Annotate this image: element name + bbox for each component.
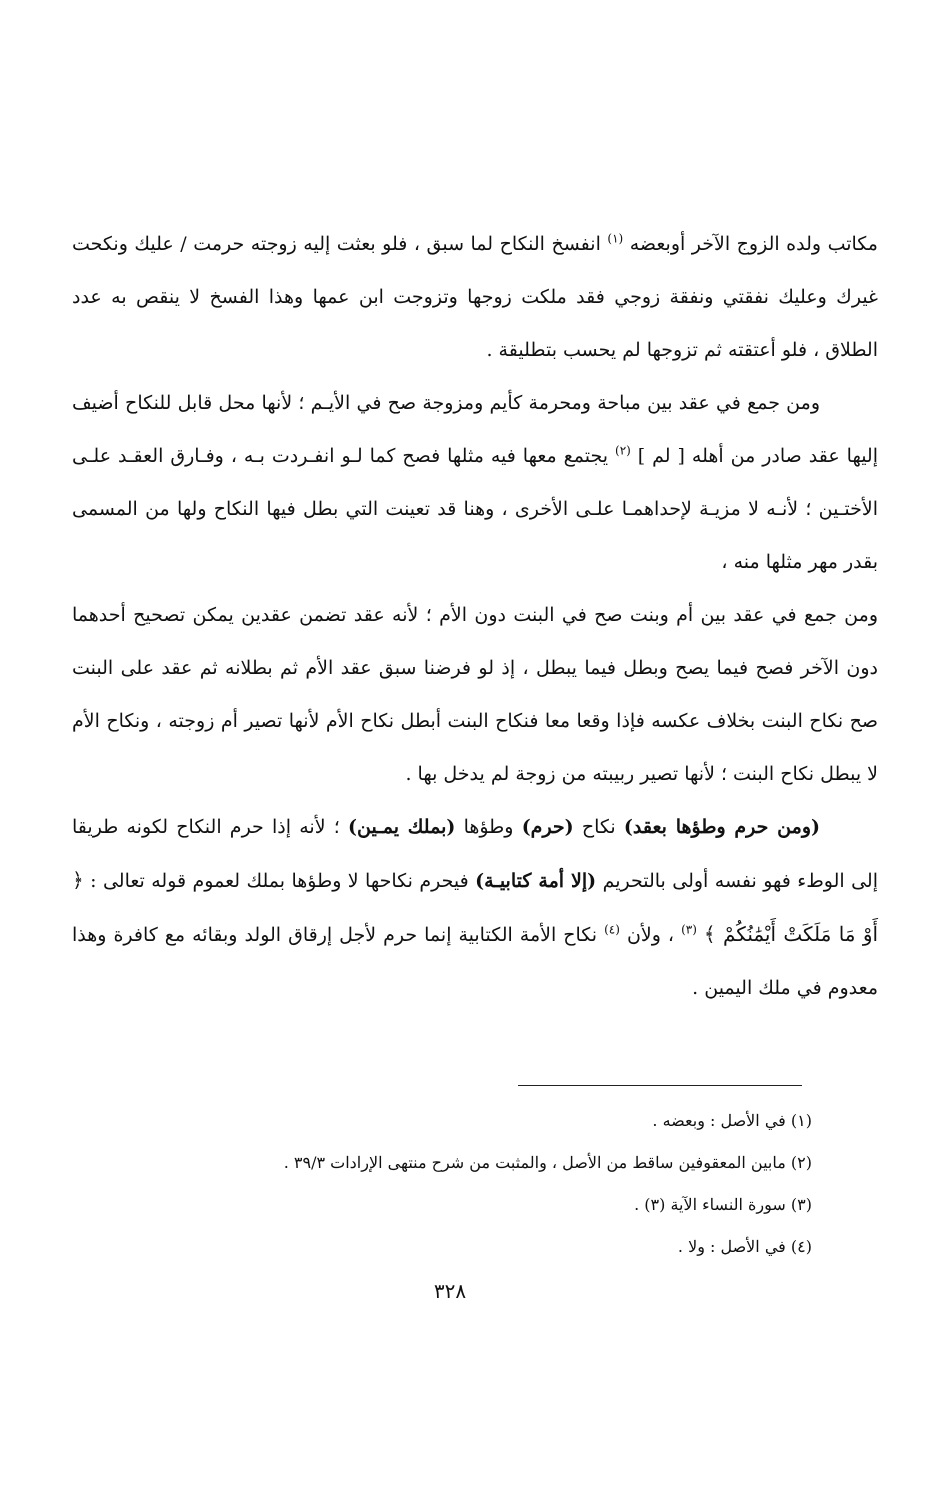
- footnote-4: (٤) في الأصل : ولا .: [677, 1237, 812, 1256]
- footnote-divider: [518, 1085, 802, 1086]
- matn-bold: (حرم): [521, 816, 574, 838]
- footnote-1: (١) في الأصل : وبعضه .: [652, 1111, 812, 1130]
- text-run: نكاح: [581, 816, 616, 838]
- paragraph-1: [72, 218, 878, 377]
- text-run: نكاح الأمة الكتابية إنما حرم لأجل إرقاق الولد وبقائه مع كافرة وهذا معدوم في ملك اليمين .: [72, 924, 878, 999]
- text-run: مكاتب ولده الزوج الآخر أوبعضه: [629, 233, 878, 255]
- page-number: ٣٢٨: [433, 1279, 467, 1303]
- quran-verse: ﴿ أَوْ مَا مَلَكَتْ أَيْمَٰنُكُمْ ﴾: [72, 868, 879, 946]
- footnote-3: (٣) سورة النساء الآية (٣) .: [634, 1195, 812, 1214]
- matn-bold: (بملك يمـين): [347, 816, 456, 838]
- text-run: يجتمع معها فيه مثلها فصح كما لـو انفـردت بـه ، وفـارق العقـد علـى الأختـين ؛ لأنـه لا مزيـة لإحداهمـا علـى الأخرى ، وهنا قد تعينت التي بطل فيها النكاح ولها من المسمى بقدر مهر مثلها منه ،: [72, 445, 878, 573]
- text-run: وطؤها: [463, 816, 514, 838]
- text-run: ، ولأن: [626, 924, 675, 946]
- text-run: ومن جمع في عقد بين أم وبنت صح في البنت دون الأم ؛ لأنه عقد تضمن عقدين يمكن تصحيح أحدهما دون الآخر فصح فيما يصح وبطل فيما يبطل ، إذ لو فرضنا سبق عقد الأم ثم بطلانه ثم عقد على البنت صح نكاح البنت بخلاف عكسه فإذا وقعا معا فنكاح البنت أبطل نكاح الأم لأنها تصير أم زوجته ، ونكاح الأم لا يبطل نكاح البنت ؛ لأنها تصير ربيبته من زوجة لم يدخل بها .: [72, 604, 878, 785]
- text-run: ؛ لأنه إذا حرم النكاح لكونه طريقا إلى الوطء فهو نفسه أولى بالتحريم: [72, 816, 878, 892]
- paragraph-3: [72, 589, 878, 801]
- matn-bold: (إلا أمة كتابيـة): [475, 870, 597, 892]
- matn-bold: (ومن حرم وطؤها بعقد): [623, 816, 820, 838]
- footnote-ref-4: (٤): [604, 922, 620, 937]
- footnote-ref-2: (٢): [615, 443, 631, 458]
- footnotes: [72, 1100, 812, 1268]
- text-run: فيحرم نكاحها لا وطؤها بملك لعموم قوله تعالى :: [90, 870, 469, 892]
- footnote-ref-3: (٣): [681, 922, 697, 937]
- paragraph-4: [72, 801, 878, 1015]
- main-text: [72, 218, 878, 1015]
- text-run: انفسخ النكاح لما سبق ، فلو بعثت إليه زوجته حرمت / عليك ونكحت غيرك وعليك نفقتي ونفقة زوجي فقد ملكت زوجها وتزوجت ابن عمها وهذا الفسخ لا ينقص به عدد الطلاق ، فلو أعتقته ثم تزوجها لم يحسب بتطليقة .: [72, 233, 878, 361]
- footnote-ref-1: (١): [607, 231, 624, 246]
- paragraph-2: [72, 377, 878, 589]
- footnote-2: (٢) مابين المعقوفين ساقط من الأصل ، والمثبت من شرح منتهى الإرادات ٣٩/٣ .: [283, 1153, 812, 1172]
- text-run: ومن جمع في عقد بين مباحة ومحرمة كأيم ومزوجة صح في الأيـم ؛ لأنها محل قابل للنكاح أضيف إليها عقد صادر من أهله [ لم ]: [72, 392, 879, 467]
